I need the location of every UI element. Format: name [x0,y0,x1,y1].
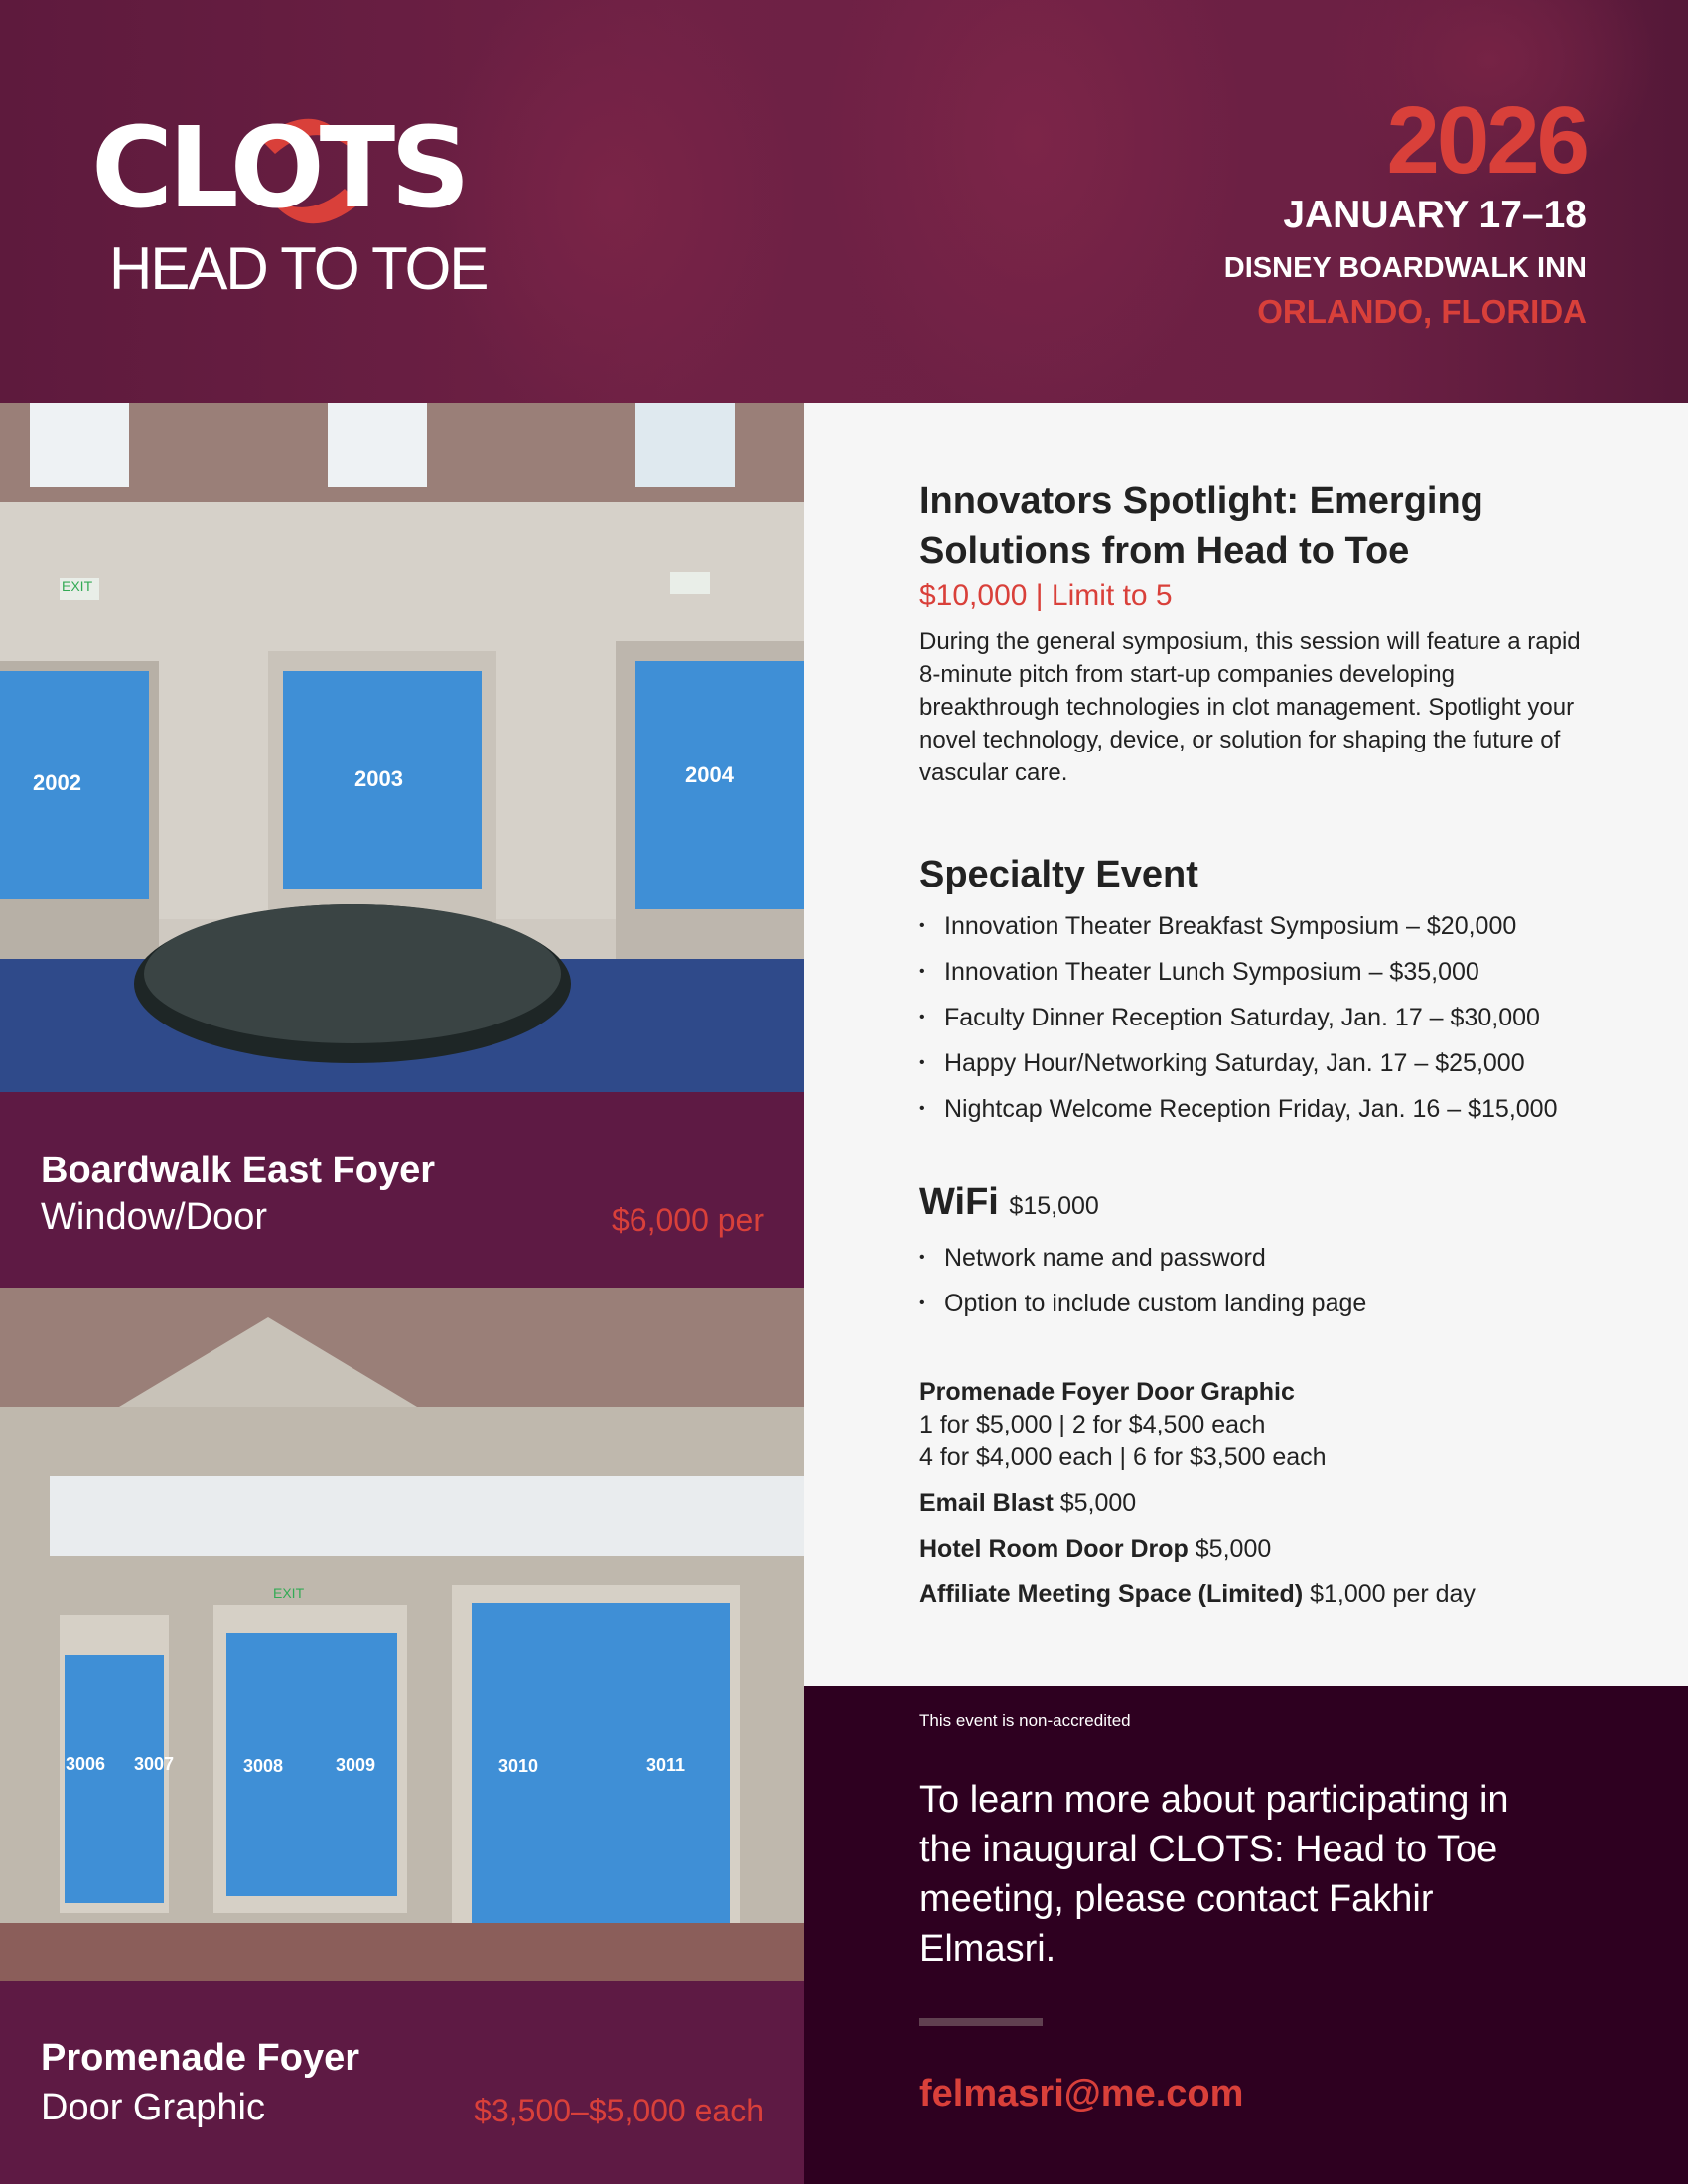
header-banner [0,0,1688,403]
contact-footer [804,1686,1688,2184]
spotlight-section [919,477,1634,789]
door-label: 2004 [685,762,734,787]
affiliate-price: $1,000 per day [1310,1580,1476,1608]
spotlight-title: Innovators Spotlight: Emerging Solutions from Head to Toe [919,480,1483,572]
door-drop-label: Hotel Room Door Drop [919,1535,1189,1563]
spotlight-description: During the general symposium, this session will feature a rapid 8-minute pitch from start-up companies developing breakthrough technologies in clot management. Spotlight your novel technology, device, or solution for shaping the future of vascular care. [919,628,1581,786]
band-price: $3,500–$5,000 each [474,2093,764,2128]
boardwalk-east-foyer-photo [0,403,804,1092]
specialty-item: • Nightcap Welcome Reception Friday, Jan. 16 – $15,000 [919,1086,1634,1132]
clots-logo [91,104,608,308]
accreditation-note: This event is non-accredited [919,1711,1131,1730]
door-drop-price: $5,000 [1195,1535,1272,1563]
door-label: 3008 [243,1756,284,1776]
affiliate-label: Affiliate Meeting Space (Limited) [919,1580,1304,1608]
wifi-section [919,1177,1634,1326]
promenade-foyer-band [0,1981,804,2184]
exit-sign: EXIT [62,578,93,594]
door-label: 3007 [134,1754,175,1774]
email-blast-label: Email Blast [919,1489,1054,1517]
door-graphic-title: Promenade Foyer Door Graphic [919,1378,1295,1406]
wifi-title: WiFi [919,1181,999,1223]
wifi-price: $15,000 [1009,1192,1099,1220]
door-label: 2003 [354,766,403,791]
wifi-item: • Option to include custom landing page [919,1281,1634,1326]
wifi-item: • Network name and password [919,1235,1634,1281]
band-title: Boardwalk East Foyer [41,1150,436,1191]
specialty-title: Specialty Event [919,854,1198,895]
logo-subtitle: HEAD TO TOE [109,235,488,302]
event-city: ORLANDO, FLORIDA [1257,293,1587,330]
contact-cta: To learn more about participating in the inaugural CLOTS: Head to Toe meeting, please contact Fakhir Elmasri. [919,1779,1509,1970]
other-sponsorships [919,1376,1634,1611]
door-label: 3009 [336,1755,376,1775]
band-subtitle: Door Graphic [41,2087,265,2128]
specialty-item: • Innovation Theater Lunch Symposium – $35,000 [919,949,1634,995]
event-year: 2026 [1386,87,1587,194]
sponsorship-panel [804,403,1688,1686]
band-title: Promenade Foyer [41,2037,359,2079]
door-label: 3010 [498,1756,539,1776]
door-label: 3011 [646,1755,686,1775]
door-label: 2002 [33,770,81,795]
band-subtitle: Window/Door [41,1196,268,1238]
email-blast-price: $5,000 [1059,1489,1137,1517]
event-venue: DISNEY BOARDWALK INN [1223,252,1587,284]
divider [919,2018,1043,2026]
band-price: $6,000 per [611,1202,764,1238]
door-graphic-pricing: 1 for $5,000 | 2 for $4,500 each [919,1411,1266,1438]
specialty-item: • Happy Hour/Networking Saturday, Jan. 17 – $25,000 [919,1040,1634,1086]
spotlight-price: $10,000 | Limit to 5 [919,579,1173,612]
event-dates: JANUARY 17–18 [1283,194,1587,236]
specialty-section [919,850,1634,1132]
exit-sign: EXIT [273,1585,305,1601]
specialty-item: • Faculty Dinner Reception Saturday, Jan. 17 – $30,000 [919,995,1634,1040]
door-graphic-pricing: 4 for $4,000 each | 6 for $3,500 each [919,1443,1327,1471]
boardwalk-east-foyer-band [0,1092,804,1288]
door-label: 3006 [66,1754,106,1774]
logo-wordmark: CLOTS [91,104,466,233]
promenade-foyer-photo [0,1288,804,1981]
specialty-item: • Innovation Theater Breakfast Symposium – $20,000 [919,903,1634,949]
contact-email-link[interactable]: felmasri@me.com [919,2073,1244,2115]
